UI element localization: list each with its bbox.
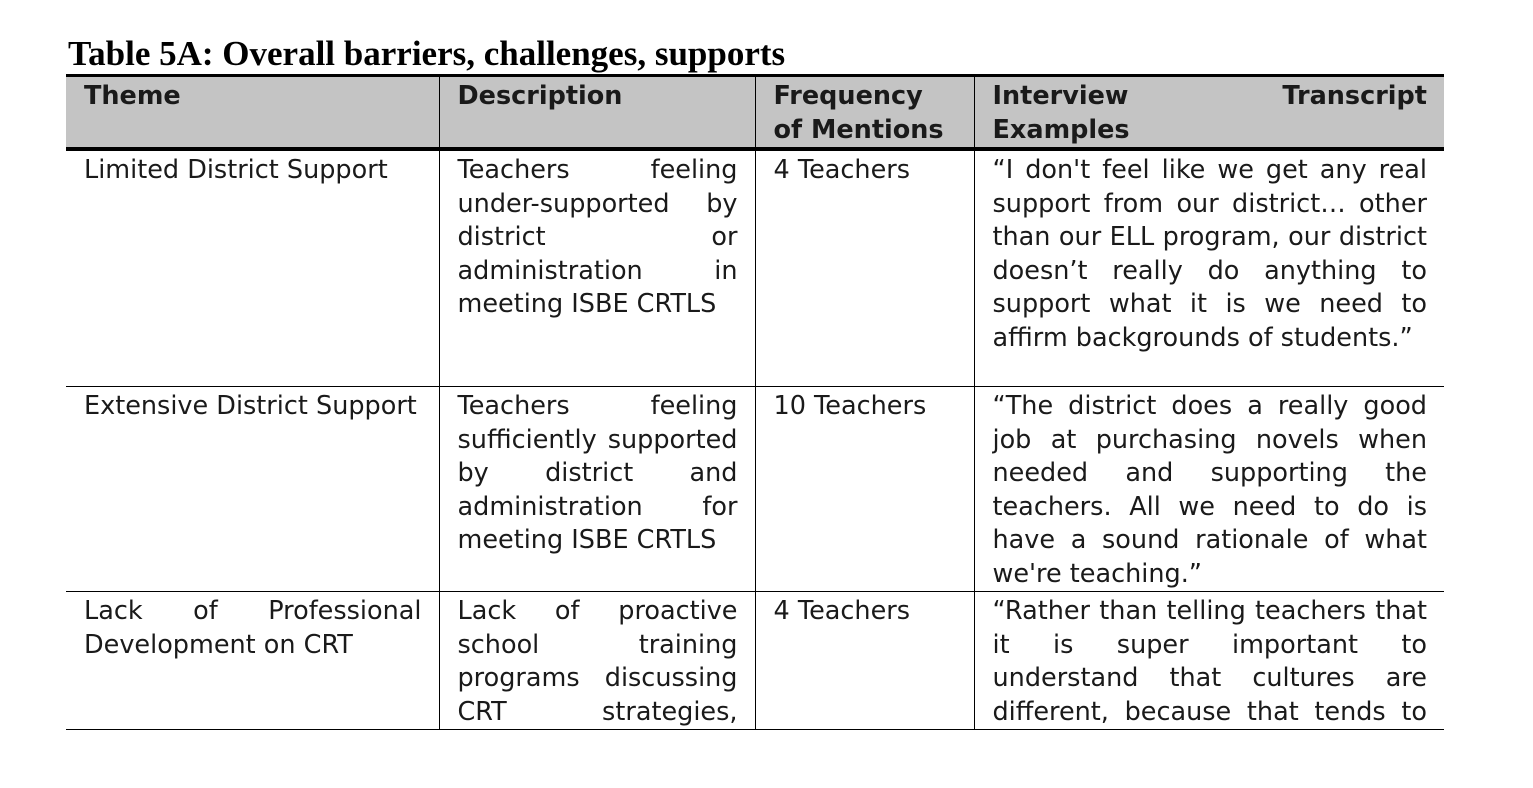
header-theme: Theme [84, 81, 181, 111]
barriers-table [66, 74, 1444, 730]
header-frequency: Frequency of Mentions [755, 76, 974, 150]
cell-example: “Rather than telling teachers that it is super important to understand that cultures are different, because that tends to [974, 592, 1444, 730]
cell-theme: Limited District Support [84, 155, 388, 185]
table-body [66, 149, 1444, 730]
cell-frequency: 4 Teachers [755, 592, 974, 730]
cell-theme: Extensive District Support [84, 391, 417, 421]
table-row [66, 149, 1444, 387]
table-header [66, 76, 1444, 150]
table-title: Table 5A: Overall barriers, challenges, supports [68, 34, 786, 73]
cell-example: “The district does a really good job at purchasing novels when needed and supporting the teachers. All we need to do is have a sound rationale of what we're teaching.” [974, 387, 1444, 592]
cell-frequency: 10 Teachers [755, 387, 974, 592]
header-description: Description [439, 76, 755, 150]
cell-description: Lack of proactive school training programs discussing CRT strategies, [439, 592, 755, 730]
cell-example: “I don't feel like we get any real support from our district… other than our ELL program, our district doesn’t really do anything to support what it is we need to affirm backgrounds of students.” [974, 149, 1444, 387]
cell-description: Teachers feeling under-supported by district or administration in meeting ISBE CRTLS [439, 149, 755, 387]
cell-theme: Lack of Professional Development on CRT [84, 596, 422, 660]
header-row [66, 76, 1444, 150]
cell-description: Teachers feeling sufficiently supported by district and administration for meeting ISBE CRTLS [439, 387, 755, 592]
cell-frequency: 4 Teachers [755, 149, 974, 387]
header-examples: Interview Transcript Examples [974, 76, 1444, 150]
table-row [66, 387, 1444, 592]
table-row [66, 592, 1444, 730]
document-page [66, 34, 1444, 730]
